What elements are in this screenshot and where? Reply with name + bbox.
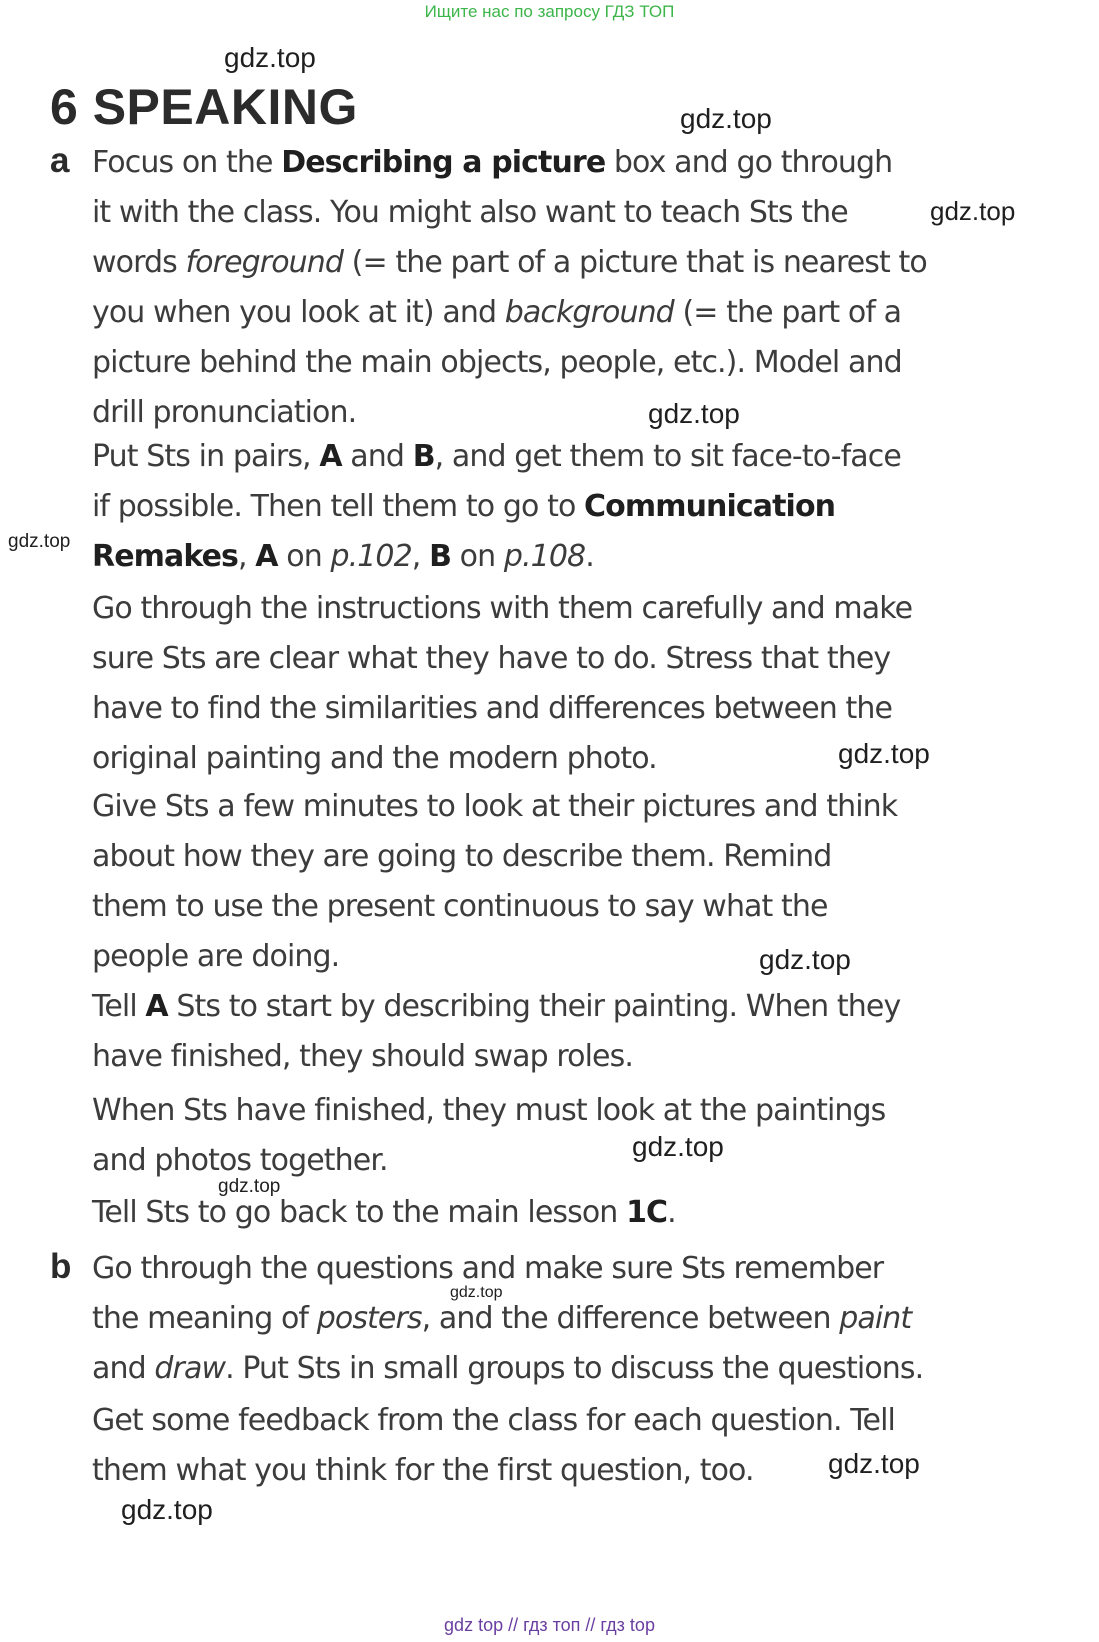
watermark: gdz.top xyxy=(759,944,851,975)
text-line xyxy=(92,1294,1072,1344)
watermark: gdz.top xyxy=(224,42,316,73)
bold-text: A xyxy=(255,539,278,574)
footer-text: gdz top // гдз топ // гдз top xyxy=(444,1615,655,1635)
watermark: gdz.top xyxy=(8,531,71,552)
paragraph-a-4 xyxy=(92,782,1072,982)
text-run: , xyxy=(238,539,256,574)
text-run: , and get them to sit face-to-face xyxy=(434,439,901,474)
text-run: Tell xyxy=(92,989,146,1024)
text-run: (= the part of a picture that is nearest to xyxy=(343,245,927,280)
text-line xyxy=(92,1086,1072,1136)
text-run: words xyxy=(92,245,186,280)
text-run: drill pronunciation. xyxy=(92,395,357,430)
bold-text: Remakes xyxy=(92,539,238,574)
bold-text: A xyxy=(145,989,168,1024)
text-run: . Put Sts in small groups to discuss the questions. xyxy=(225,1351,924,1386)
bold-text: B xyxy=(429,539,452,574)
text-line xyxy=(92,1396,1072,1446)
bold-text: B xyxy=(412,439,435,474)
text-line xyxy=(92,882,1072,932)
text-run: Sts to start by describing their painting. When they xyxy=(167,989,901,1024)
text-run: original painting and the modern photo. xyxy=(92,741,657,776)
text-run: Put Sts in pairs, xyxy=(92,439,320,474)
text-run: , and the difference between xyxy=(421,1301,840,1336)
watermark: gdz.top xyxy=(828,1448,920,1479)
italic-text: paint xyxy=(839,1301,912,1336)
paragraph-a-6 xyxy=(92,1086,1072,1186)
top-banner: Ищите нас по запросу ГДЗ ТОП xyxy=(424,2,675,21)
text-line xyxy=(92,932,1072,982)
watermark: gdz.top xyxy=(121,1494,213,1525)
watermark: gdz.top xyxy=(838,738,930,769)
watermark: gdz.top xyxy=(632,1131,724,1162)
text-run: Go through the instructions with them carefully and make xyxy=(92,591,913,626)
text-line xyxy=(92,1244,1072,1294)
bold-text: 1C xyxy=(626,1195,668,1230)
text-line xyxy=(92,388,1072,438)
paragraph-b-1 xyxy=(92,1244,1072,1394)
text-line xyxy=(92,684,1072,734)
text-line xyxy=(92,584,1072,634)
text-run: and photos together. xyxy=(92,1143,388,1178)
text-run: picture behind the main objects, people, etc.). Model and xyxy=(92,345,902,380)
italic-text: p.102 xyxy=(330,539,412,574)
text-run: and xyxy=(92,1351,155,1386)
text-line xyxy=(92,238,1072,288)
text-run: . xyxy=(667,1195,676,1230)
bold-text: A xyxy=(319,439,342,474)
text-run: , xyxy=(411,539,430,574)
text-run: it with the class. You might also want to teach Sts the xyxy=(92,195,848,230)
bold-text: Communication xyxy=(584,489,836,524)
watermark: gdz.top xyxy=(218,1176,281,1197)
italic-text: posters xyxy=(316,1301,422,1336)
text-run: When Sts have finished, they must look at the paintings xyxy=(92,1093,886,1128)
section-title: 6 SPEAKING xyxy=(50,79,358,135)
paragraph-a-2 xyxy=(92,432,1072,582)
text-run: have finished, they should swap roles. xyxy=(92,1039,633,1074)
text-run: Give Sts a few minutes to look at their pictures and think xyxy=(92,789,898,824)
bold-text: Describing a picture xyxy=(281,145,606,180)
text-line xyxy=(92,832,1072,882)
text-line xyxy=(92,338,1072,388)
paragraph-a-1 xyxy=(92,138,1072,438)
text-line xyxy=(92,1344,1072,1394)
italic-text: background xyxy=(504,295,674,330)
text-run: them what you think for the first question, too. xyxy=(92,1453,754,1488)
watermark: gdz.top xyxy=(680,103,772,134)
text-line xyxy=(92,188,1072,238)
text-run: Focus on the xyxy=(92,145,282,180)
text-line xyxy=(92,634,1072,684)
watermark: gdz.top xyxy=(450,1284,503,1301)
text-run: them to use the present continuous to say what the xyxy=(92,889,828,924)
section-letter-a: a xyxy=(50,141,70,180)
text-line xyxy=(92,288,1072,338)
text-run: box and go through xyxy=(605,145,893,180)
paragraph-a-5 xyxy=(92,982,1072,1082)
text-line xyxy=(92,482,1072,532)
text-run: the meaning of xyxy=(92,1301,317,1336)
text-run: you when you look at it) and xyxy=(92,295,505,330)
paragraph-b-2 xyxy=(92,1396,1072,1496)
text-line xyxy=(92,432,1072,482)
text-run: on xyxy=(451,539,504,574)
text-line xyxy=(92,1446,1072,1496)
text-run: sure Sts are clear what they have to do. Stress that they xyxy=(92,641,891,676)
text-run: . xyxy=(585,539,594,574)
text-run: people are doing. xyxy=(92,939,340,974)
text-run: (= the part of a xyxy=(673,295,902,330)
text-run: Get some feedback from the class for each question. Tell xyxy=(92,1403,895,1438)
italic-text: draw xyxy=(154,1351,226,1386)
text-run: on xyxy=(277,539,331,574)
text-line xyxy=(92,138,1072,188)
section-letter-b: b xyxy=(50,1247,72,1286)
text-line xyxy=(92,982,1072,1032)
text-line xyxy=(92,782,1072,832)
watermark: gdz.top xyxy=(648,398,740,429)
text-run: if possible. Then tell them to go to xyxy=(92,489,585,524)
italic-text: p.108 xyxy=(503,539,586,574)
text-run: and xyxy=(341,439,413,474)
italic-text: foreground xyxy=(185,245,344,280)
text-run: Tell Sts to go back to the main lesson xyxy=(92,1195,627,1230)
text-run: about how they are going to describe them. Remind xyxy=(92,839,832,874)
watermark: gdz.top xyxy=(930,196,1016,226)
text-run: have to find the similarities and differences between the xyxy=(92,691,893,726)
text-line xyxy=(92,532,1072,582)
text-run: Go through the questions and make sure Sts remember xyxy=(92,1251,884,1286)
text-line xyxy=(92,1032,1072,1082)
